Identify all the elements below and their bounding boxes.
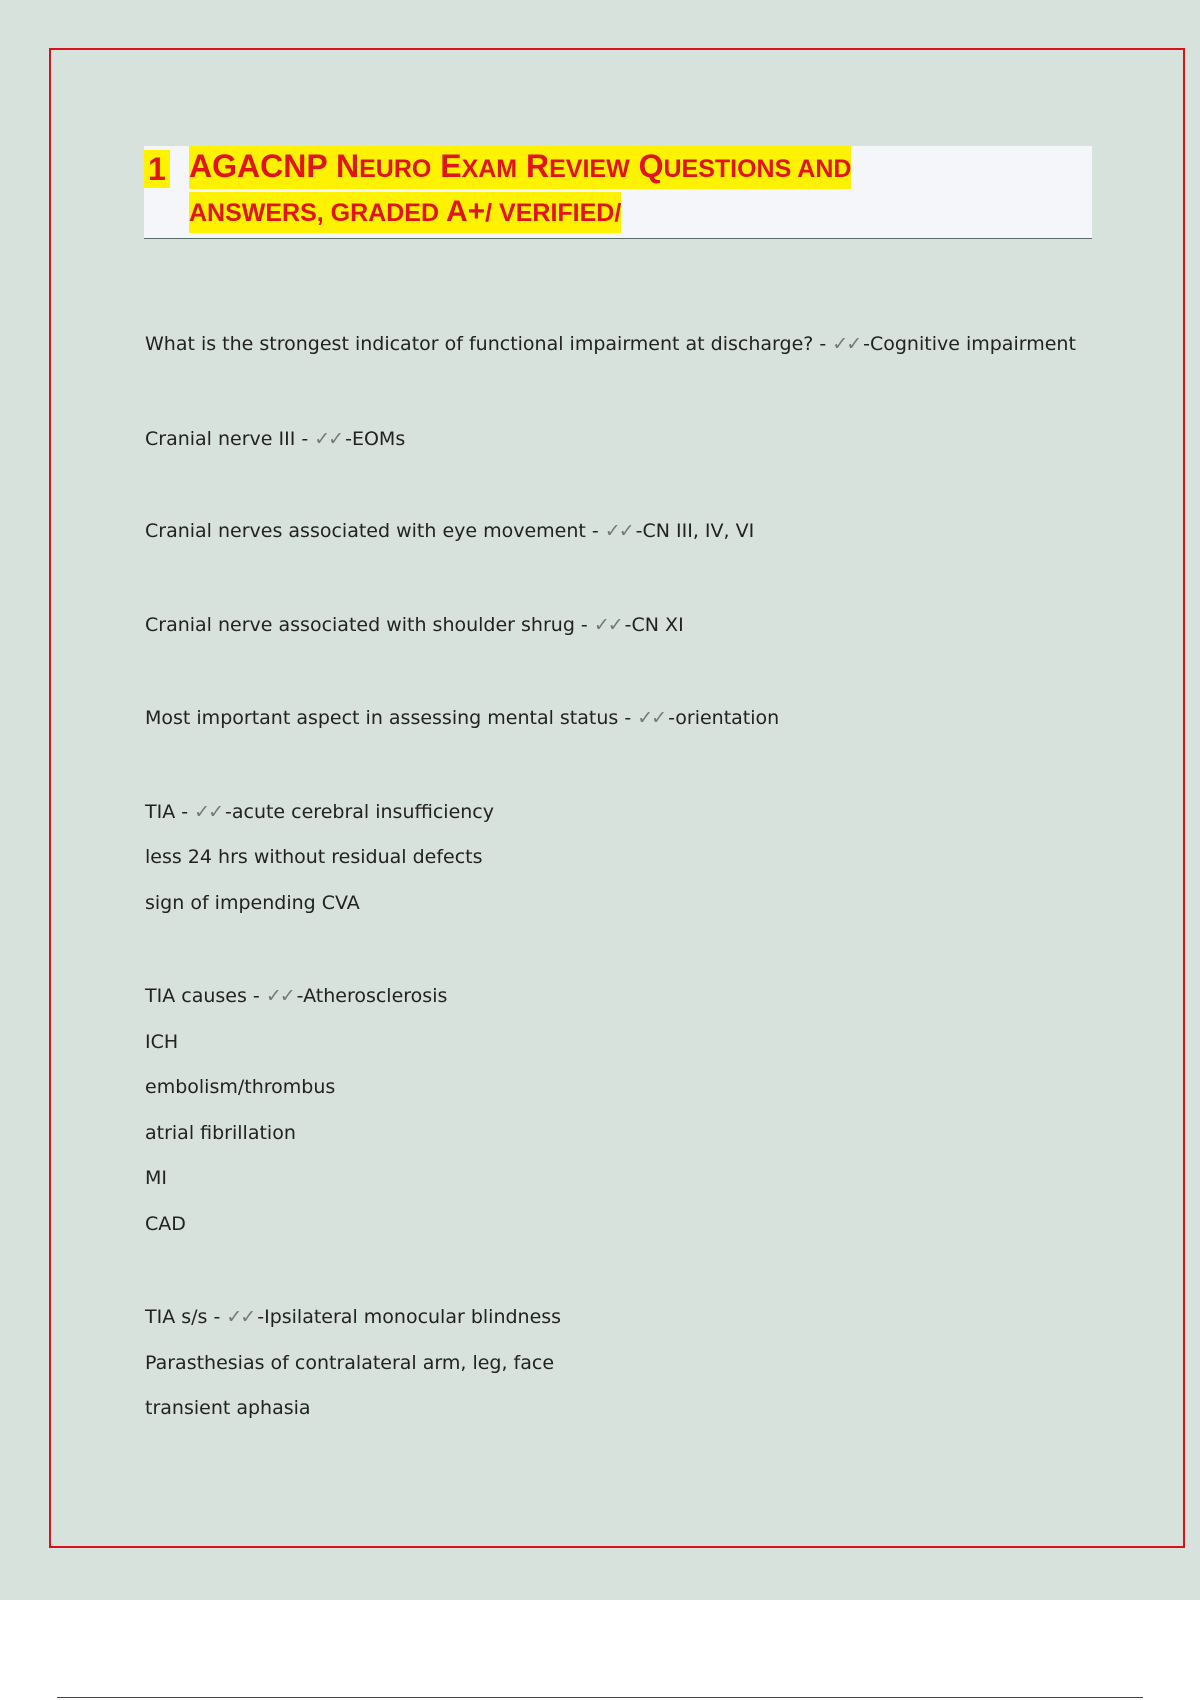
double-check-icon: ✓✓ <box>832 333 861 355</box>
heading-number: 1 <box>144 150 170 188</box>
question-text: TIA - <box>145 801 195 823</box>
double-check-icon: ✓✓ <box>314 428 343 450</box>
question-text: ICH <box>145 1031 179 1053</box>
question-text: CAD <box>145 1213 186 1235</box>
answer-text: -CN XI <box>624 614 684 636</box>
question-text: What is the strongest indicator of functional impairment at discharge? - <box>145 333 833 355</box>
question-text: Cranial nerve III - <box>145 428 315 450</box>
qa-line <box>145 1121 296 1145</box>
qa-line <box>145 332 1076 356</box>
footer-divider <box>57 1697 1143 1698</box>
qa-line <box>145 1396 311 1420</box>
question-text: Most important aspect in assessing mental status - <box>145 707 638 729</box>
question-text: less 24 hrs without residual defects <box>145 846 483 868</box>
double-check-icon: ✓✓ <box>637 707 666 729</box>
heading-text-part: Q <box>629 148 664 184</box>
double-check-icon: ✓✓ <box>265 985 294 1007</box>
qa-line <box>145 1166 167 1190</box>
heading-title-line-1 <box>189 146 851 189</box>
question-text: Parasthesias of contralateral arm, leg, face <box>145 1352 555 1374</box>
question-text: sign of impending CVA <box>145 892 360 914</box>
answer-text: -Ipsilateral monocular blindness <box>257 1306 562 1328</box>
question-text: Cranial nerve associated with shoulder shrug - <box>145 614 594 636</box>
question-text: embolism/thrombus <box>145 1076 336 1098</box>
qa-line <box>145 519 754 543</box>
heading-title-line-2 <box>189 192 621 233</box>
question-text: Cranial nerves associated with eye movement - <box>145 520 605 542</box>
answer-text: -Atherosclerosis <box>296 985 448 1007</box>
qa-line <box>145 800 494 824</box>
double-check-icon: ✓✓ <box>226 1306 255 1328</box>
question-text: transient aphasia <box>145 1397 311 1419</box>
qa-line <box>145 427 405 451</box>
heading-text-part: E <box>431 148 462 184</box>
double-check-icon: ✓✓ <box>194 801 222 823</box>
heading-text-part: / VERIFIED/ <box>485 199 622 227</box>
answer-text: -CN III, IV, VI <box>635 520 755 542</box>
heading-text-part: UESTIONS AND <box>663 155 852 183</box>
question-text: TIA causes - <box>145 985 266 1007</box>
heading-text-part: ANSWERS, GRADED <box>189 199 446 227</box>
answer-text: -EOMs <box>345 428 406 450</box>
answer-text: -acute cerebral insufficiency <box>225 801 494 823</box>
qa-line <box>145 613 684 637</box>
heading-text-part: XAM <box>461 155 518 183</box>
heading-text-part: EURO <box>359 155 432 183</box>
heading-text-part: AGACNP N <box>189 148 360 184</box>
qa-line <box>145 706 779 730</box>
heading-text-part: R <box>517 148 550 184</box>
double-check-icon: ✓✓ <box>604 520 633 542</box>
answer-text: -Cognitive impairment <box>863 333 1076 355</box>
question-text: atrial fibrillation <box>145 1122 296 1144</box>
qa-line <box>145 1030 178 1054</box>
question-text: MI <box>145 1167 167 1189</box>
question-text: TIA s/s - <box>145 1306 227 1328</box>
qa-line <box>145 1351 554 1375</box>
qa-line <box>145 984 447 1008</box>
qa-line <box>145 891 360 915</box>
answer-text: -orientation <box>668 707 780 729</box>
heading-text-part: A+ <box>445 195 486 228</box>
heading-text-part: EVIEW <box>549 155 630 183</box>
qa-line <box>145 1305 561 1329</box>
double-check-icon: ✓✓ <box>593 614 622 636</box>
qa-line <box>145 845 483 869</box>
qa-line <box>145 1212 186 1236</box>
qa-line <box>145 1075 335 1099</box>
